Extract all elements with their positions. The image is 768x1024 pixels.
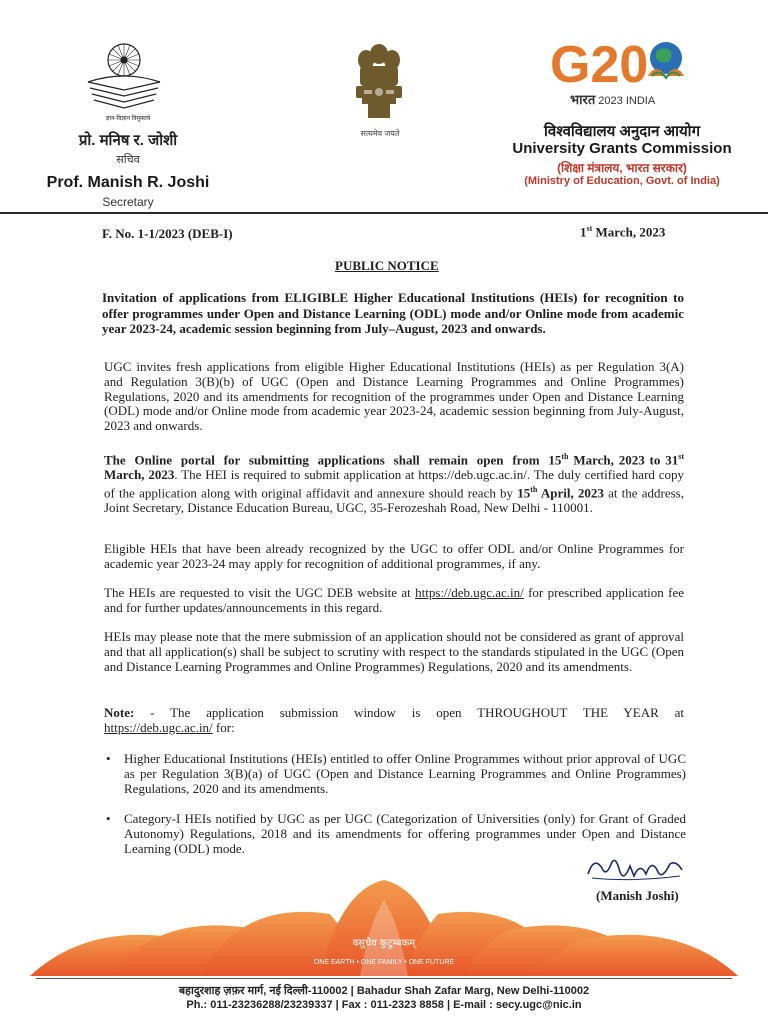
footer-motto-english: ONE EARTH • ONE FAMILY • ONE FUTURE [313,959,455,966]
footer-address: बहादुरशाह ज़फ़र मार्ग, नई दिल्ली-110002 | Bahadur Shah Zafar Marg, New Delhi-110002 [178,985,590,997]
footer-divider [36,978,732,979]
paragraph-scrutiny: HEIs may please note that the mere submission of an application should not be considered as grant of approval and that all application(s) shall be subject to scrutiny with respect to the standards stipulated in the UGC (Open and Distance Learning Programmes and Online Programmes) Regulations, 2020 and its amendments. [104,629,684,674]
paragraph-website [104,586,684,616]
hardcopy-deadline-month: April, 2023 [537,485,604,501]
secretary-name: Prof. Manish R. Joshi [46,174,210,191]
address-text: at the address, Joint Secretary, Distance Education Bureau, UGC, 35-Ferozeshah Road, New Delhi - 110001. [104,485,684,516]
g20-logo [548,34,694,90]
bullet-icon: • [106,751,111,766]
ministry-name: (Ministry of Education, Govt. of India) [524,175,720,187]
website-text-tail: for prescribed application fee and for further updates/announcements in this regard. [104,585,684,615]
bullet-item [106,811,686,856]
website-text: The HEIs are requested to visit the UGC DEB website at [104,585,416,600]
portal-open-text: The Online portal for submitting applications shall remain open from 15 [104,452,562,468]
portal-close-text: March, 2023 to 31 [568,452,679,468]
sup: st [678,452,684,461]
portal-close-month: March, 2023 [104,467,175,483]
sup: th [561,452,569,461]
footer-motto-hindi: वसुधैव कुटुम्बकम् [352,938,416,949]
signatory-name: (Manish Joshi) [596,888,679,903]
submission-text: . The HEI is required to submit application at https://deb.ugc.ac.in/. The duly certified hard copy of the application along with original affidavit and annexure should reach by [104,467,684,501]
paragraph-note [104,706,684,736]
lotus-footer-graphic [0,880,768,980]
date-day: 1 [580,224,587,240]
svg-text:G20: G20 [550,36,649,90]
file-number: F. No. 1-1/2023 (DEB-I) [102,226,233,241]
bullet-icon: • [106,811,111,826]
ugc-logo [82,30,166,114]
paragraph-additional-programmes: Eligible HEIs that have been already recognized by the UGC to offer ODL and/or Online Programmes for academic year 2023-24 may apply for recognition of additional programmes, if any. [104,541,684,571]
deb-website-link[interactable]: https://deb.ugc.ac.in/ [415,585,524,600]
sup: th [530,484,538,494]
g20-subtitle [570,90,700,108]
paragraph-invitation: UGC invites fresh applications from eligible Higher Educational Institutions (HEIs) as per Regulation 3(A) and Regulation 3(B)(b) of UGC (Open and Distance Learning Programmes and Online Programmes) Regulations, 2020 and its amendments for recognition of the programmes under Open and Distance Learning (ODL) mode and/or Online mode from academic year 2023-24, academic session beginning from July-August, 2023 and onwards. [104,359,684,434]
notice-title: PUBLIC NOTICE [335,258,439,273]
ugc-name-hindi: विश्वविद्यालय अनुदान आयोग [543,123,701,140]
ministry-name-hindi: (शिक्षा मंत्रालय, भारत सरकार) [557,161,687,175]
note-text: - The application submission window is open THROUGHOUT THE YEAR at [134,705,684,720]
emblem-motto: सत्यमेव जयते [360,129,400,138]
notice-date [580,224,665,240]
secretary-name-hindi: प्रो. मनिष र. जोशी [78,132,178,149]
footer-contact: Ph.: 011-23236288/23239337 | Fax : 011-2323 8858 | E-mail : secy.ugc@nic.in [186,999,582,1011]
secretary-designation: Secretary [102,195,154,209]
national-emblem [344,38,414,128]
date-rest: March, 2023 [592,224,666,240]
header-divider [0,212,768,214]
note-website-link[interactable]: https://deb.ugc.ac.in/ [104,719,213,735]
g20-year-country: 2023 INDIA [598,95,656,107]
hardcopy-deadline-day: 15 [517,485,531,501]
bullet-text: Higher Educational Institutions (HEIs) entitled to offer Online Programmes without prior approval of UGC as per Regulation 3(B)(a) of UGC (Open and Distance Learning Programmes and Online Programmes) Regulations, 2020 and its amendments. [124,751,686,796]
bullet-item [106,751,686,796]
note-text-tail: for: [212,719,235,735]
note-label: Note: [104,705,135,720]
paragraph-portal-dates [104,450,684,516]
g20-bharat: भारत [570,92,596,107]
bullet-text: Category-I HEIs notified by UGC as per UGC (Categorization of Universities (only) for Grant of Graded Autonomy) Regulations, 2018 and its amendments for offering programmes under Open and Distance Learning (ODL) mode. [124,811,686,856]
notice-subject: Invitation of applications from ELIGIBLE Higher Educational Institutions (HEIs) for recognition to offer programmes under Open and Distance Learning (ODL) mode and/or Online mode from academic year 2023-24, academic session beginning from July–August, 2023 and onwards. [102,290,684,336]
ugc-name: University Grants Commission [512,140,732,157]
ugc-tagline-hindi: ज्ञान-विज्ञान विमुक्तये [105,116,151,122]
secretary-designation-hindi: सचिव [116,154,140,166]
date-sup: st [586,224,593,233]
